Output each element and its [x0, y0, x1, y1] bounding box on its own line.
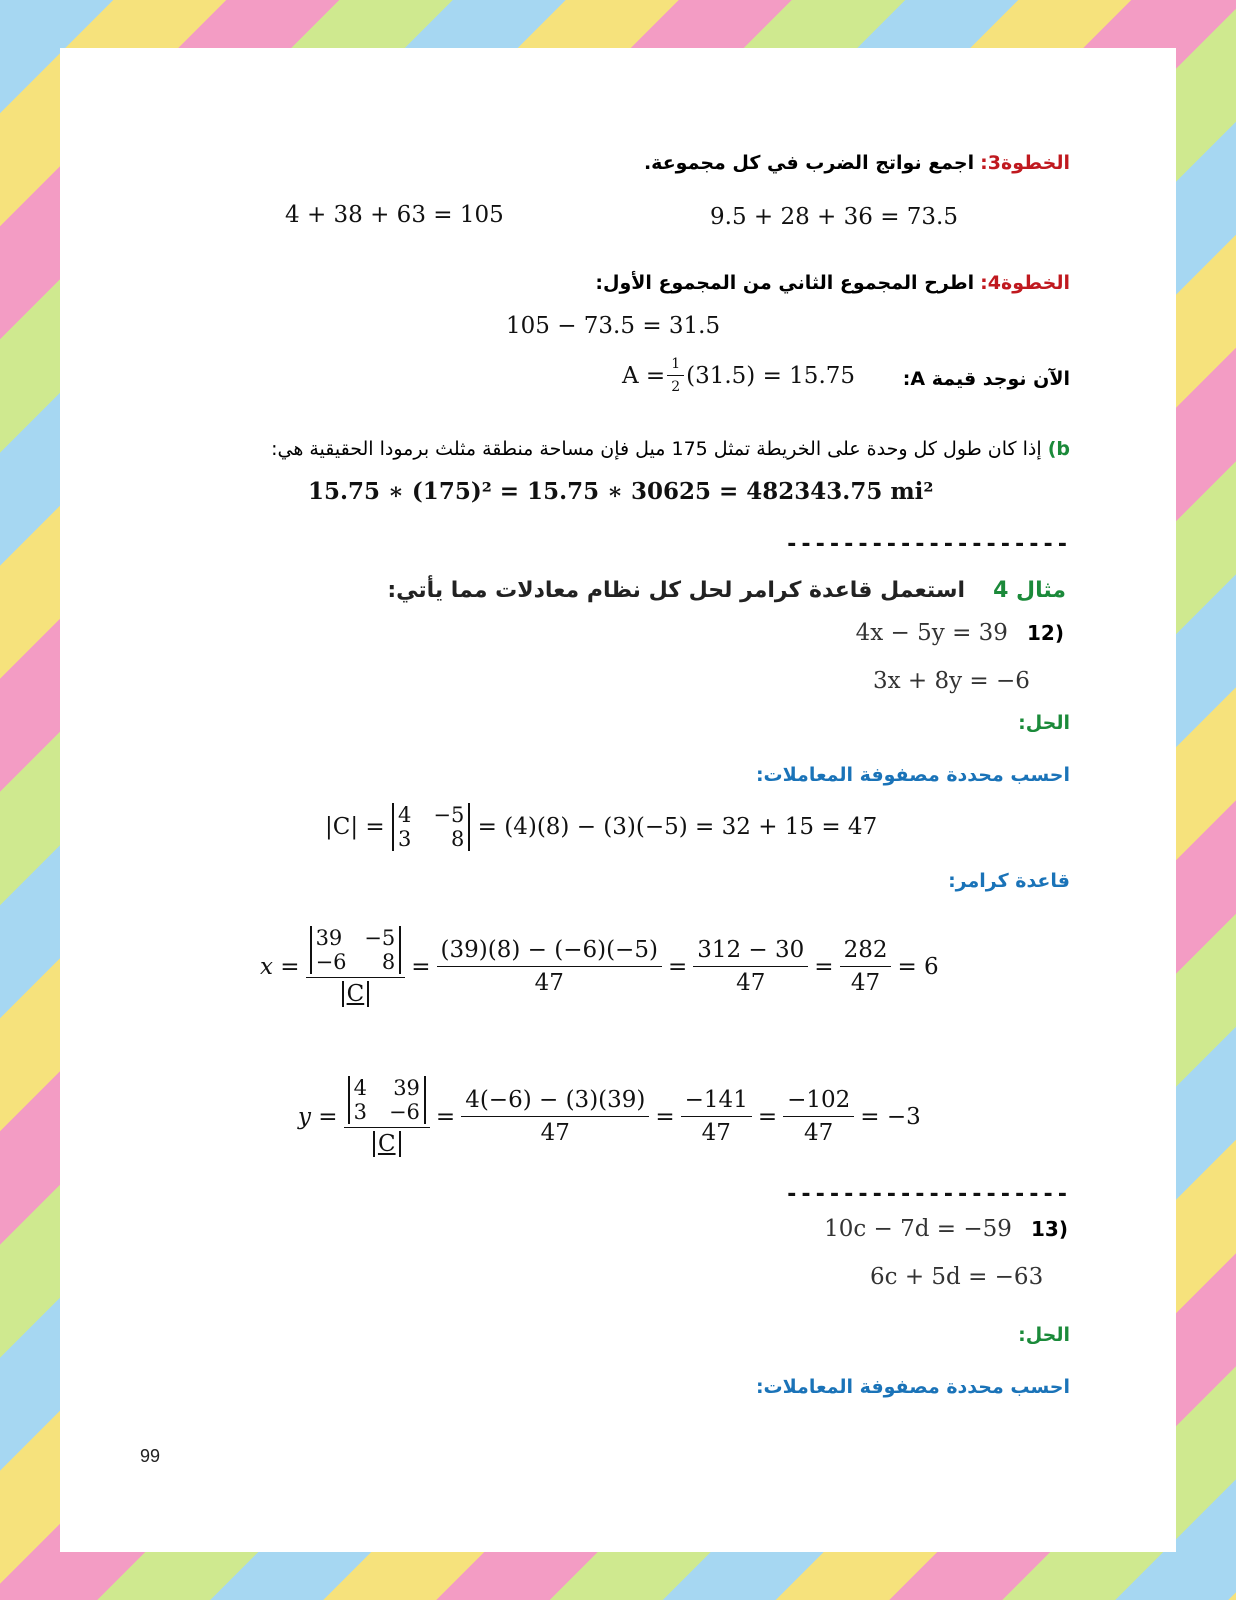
- x-frac-2: [693, 937, 808, 996]
- step3-label: الخطوة3:: [980, 152, 1070, 174]
- cramer-label: قاعدة كرامر:: [948, 870, 1070, 892]
- x-var: x =: [260, 953, 300, 980]
- q12-eq2: 3x + 8y = −6: [873, 668, 1030, 694]
- y-f1-den: 47: [540, 1120, 570, 1147]
- ym12: 39: [393, 1076, 420, 1100]
- det-label-2: احسب محددة مصفوفة المعاملات:: [755, 1376, 1070, 1398]
- step4-text: اطرح المجموع الثاني من المجموع الأول:: [595, 272, 975, 294]
- part-b-text: إذا كان طول كل وحدة على الخريطة تمثل 175 ميل فإن مساحة منطقة مثلث برمودا الحقيقية هي:: [271, 438, 1042, 460]
- y-frac-det: [344, 1076, 430, 1157]
- q13-line: [824, 1216, 1068, 1242]
- page-number: 99: [140, 1446, 161, 1466]
- area-rhs: (31.5) = 15.75: [686, 362, 856, 389]
- ym22: −6: [388, 1100, 420, 1125]
- part-b-eq: 15.75 ∗ (175)² = 15.75 ∗ 30625 = 482343.75 mi²: [308, 478, 934, 505]
- xm11: 39: [315, 926, 343, 950]
- x-f1-den: 47: [534, 970, 564, 997]
- q12-line: [856, 620, 1064, 646]
- y-matrix: [348, 1076, 426, 1124]
- y-eq: y = 4 39 3 −6 C = $\frac{4(-6) - (3)(39)}{47}$ = $\frac{-141}{47}$ = $\frac{-102}{47}$ = −3: [298, 1076, 921, 1158]
- y-f2-num: −141: [681, 1087, 752, 1117]
- part-b-label: b): [1047, 438, 1070, 460]
- q12-number: (12: [1027, 621, 1064, 645]
- m11: 4: [398, 803, 412, 827]
- part-b-line: [271, 438, 1070, 460]
- x-eq: x = 39 −5 −6 8 C = $\frac{(39)(8) - (-6)(-5)}{47}$ = $\frac{312 - 30}{47}$ = $\frac{282}{47}$ = 6: [260, 926, 939, 1008]
- m12: −5: [433, 803, 465, 827]
- xm21: −6: [315, 950, 347, 975]
- y-frac-3: [783, 1087, 854, 1146]
- example-label: مثال 4: [993, 578, 1066, 603]
- half-fraction: [667, 356, 684, 395]
- y-result: = −3: [860, 1103, 921, 1130]
- step3-line: [644, 152, 1070, 174]
- q13-number: (13: [1031, 1217, 1068, 1241]
- y-frac-2: [681, 1087, 752, 1146]
- example-line: [387, 578, 1066, 603]
- q12-eq1: 4x − 5y = 39: [855, 620, 1008, 646]
- xm22: 8: [381, 950, 396, 975]
- step3-text: اجمع نواتج الضرب في كل مجموعة.: [643, 152, 975, 174]
- det-label: احسب محددة مصفوفة المعاملات:: [755, 764, 1070, 786]
- q13-eq1: 10c − 7d = −59: [824, 1216, 1012, 1242]
- x-f3-den: 47: [850, 970, 881, 997]
- half-num: 1: [667, 356, 684, 376]
- step4-line: [595, 272, 1070, 294]
- divider-1: --------------------: [785, 532, 1070, 557]
- det-lhs: |C| =: [325, 814, 385, 841]
- area-lhs: A =: [622, 362, 666, 389]
- y-f2-den: 47: [701, 1120, 731, 1147]
- y-C: C: [373, 1131, 401, 1157]
- divider-2: --------------------: [785, 1182, 1070, 1207]
- ym11: 4: [353, 1076, 367, 1100]
- det-rhs: = (4)(8) − (3)(−5) = 32 + 15 = 47: [477, 814, 878, 841]
- y-var: y =: [298, 1103, 338, 1130]
- y-f1-num: 4(−6) − (3)(39): [461, 1087, 649, 1117]
- x-f2-num: 312 − 30: [693, 937, 808, 967]
- area-eq: [622, 356, 855, 395]
- step4-label: الخطوة4:: [980, 272, 1070, 294]
- coef-matrix: [392, 803, 470, 851]
- x-f2-den: 47: [736, 970, 766, 997]
- m22: 8: [450, 827, 465, 852]
- x-f3-num: 282: [840, 937, 892, 967]
- x-result: = 6: [897, 953, 939, 980]
- y-frac-1: [461, 1087, 649, 1146]
- step4-eq: 105 − 73.5 = 31.5: [506, 313, 721, 339]
- m21: 3: [398, 827, 412, 852]
- y-f3-den: 47: [804, 1120, 834, 1147]
- step3-eq-right: 9.5 + 28 + 36 = 73.5: [710, 204, 959, 230]
- step3-eq-left: 4 + 38 + 63 = 105: [285, 202, 504, 228]
- x-C: C: [342, 981, 370, 1007]
- y-f3-num: −102: [783, 1087, 854, 1117]
- area-text: الآن نوجد قيمة A:: [902, 368, 1070, 390]
- half-den: 2: [671, 379, 681, 395]
- solution-label-2: الحل:: [1018, 1324, 1070, 1346]
- example-text: استعمل قاعدة كرامر لحل كل نظام معادلات مما يأتي:: [387, 578, 966, 603]
- det-eq: [325, 803, 877, 851]
- solution-label: الحل:: [1018, 712, 1070, 734]
- x-frac-3: [840, 937, 892, 996]
- x-frac-det: [306, 926, 406, 1007]
- q13-eq2: 6c + 5d = −63: [870, 1264, 1044, 1290]
- x-matrix: [310, 926, 402, 974]
- x-f1-num: (39)(8) − (−6)(−5): [437, 937, 662, 967]
- ym21: 3: [353, 1100, 367, 1125]
- page: [60, 48, 1176, 1552]
- x-frac-1: [437, 937, 662, 996]
- xm12: −5: [364, 926, 396, 950]
